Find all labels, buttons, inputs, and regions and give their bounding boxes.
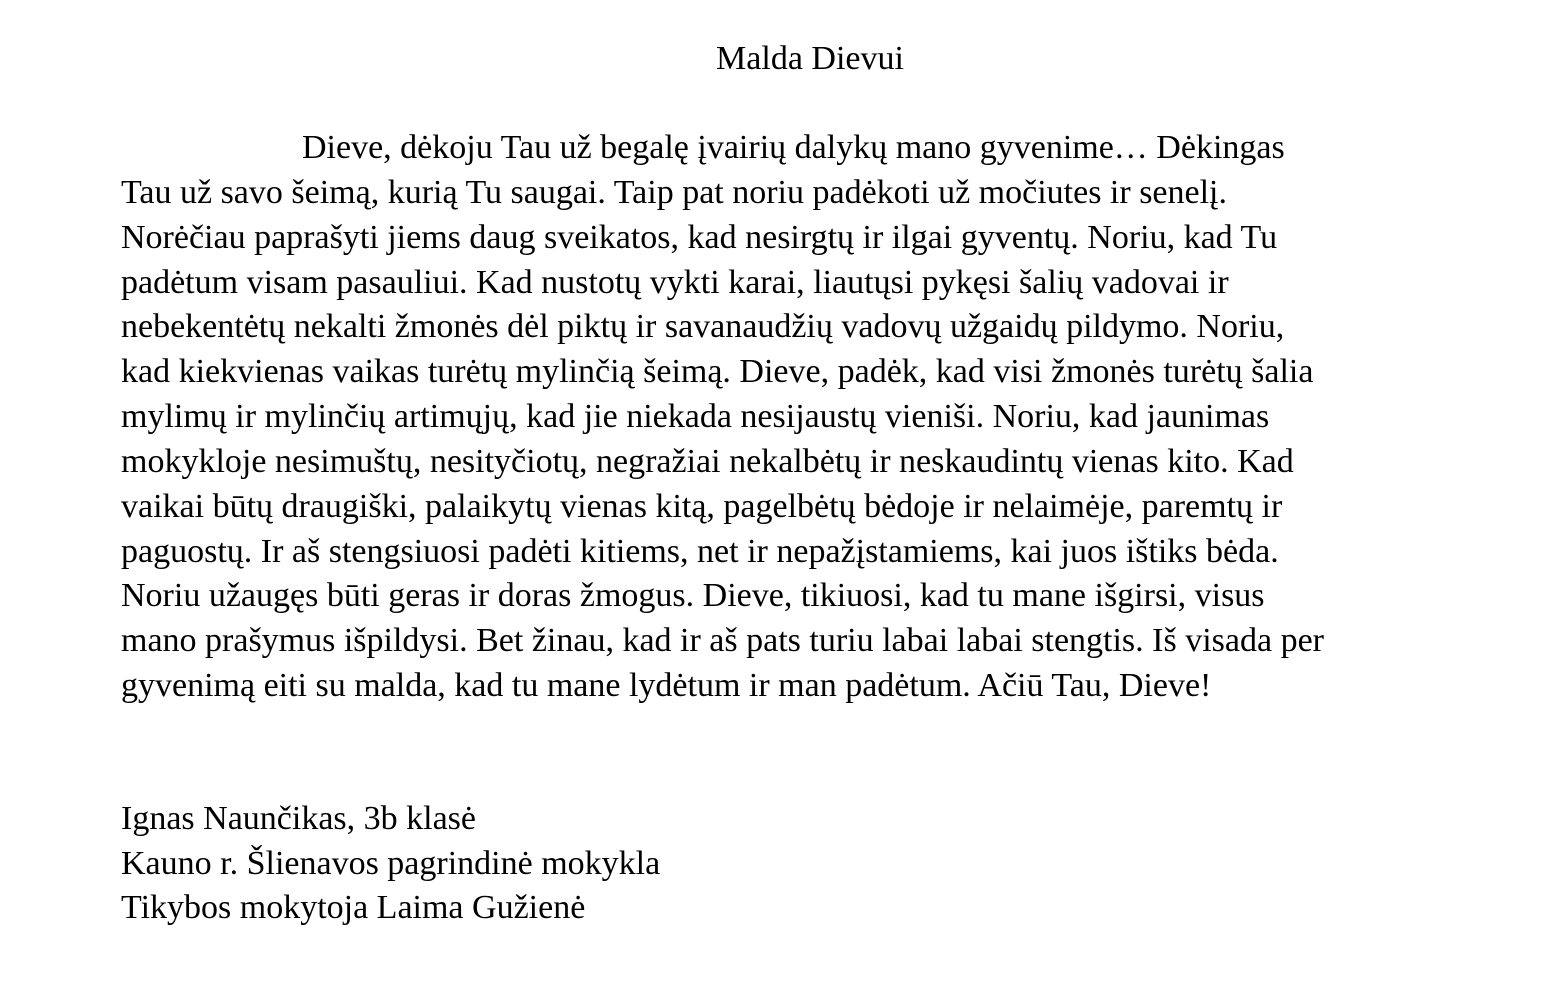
- body-line: nebekentėtų nekalti žmonės dėl piktų ir savanaudžių vadovų užgaidų pildymo. Noriu,: [121, 308, 1285, 346]
- body-line: Dieve, dėkoju Tau už begalę įvairių dalykų mano gyvenime… Dėkingas: [302, 129, 1285, 166]
- body-line: paguostų. Ir aš stengsiuosi padėti kitiems, net ir nepažįstamiems, kai juos ištiks bėda.: [121, 532, 1279, 570]
- body-line: mylimų ir mylinčių artimųjų, kad jie niekada nesijaustų vieniši. Noriu, kad jaunimas: [121, 398, 1270, 436]
- teacher-line: Tikybos mokytoja Laima Gužienė: [121, 889, 586, 926]
- document-title: Malda Dievui: [716, 40, 904, 77]
- school-line: Kauno r. Šlienavos pagrindinė mokykla: [121, 844, 661, 882]
- author-line: Ignas Naunčikas, 3b klasė: [121, 800, 477, 837]
- prayer-body: [121, 126, 1521, 709]
- body-line: kad kiekvienas vaikas turėtų mylinčią šeimą. Dieve, padėk, kad visi žmonės turėtų šalia: [121, 353, 1314, 391]
- signature-block: [121, 797, 660, 931]
- body-line: Norėčiau paprašyti jiems daug sveikatos, kad nesirgtų ir ilgai gyventų. Noriu, kad Tu: [121, 218, 1278, 256]
- body-line: gyvenimą eiti su malda, kad tu mane lydėtum ir man padėtum. Ačiū Tau, Dieve!: [121, 667, 1212, 705]
- body-line: mano prašymus išpildysi. Bet žinau, kad ir aš pats turiu labai labai stengtis. Iš visada per: [121, 622, 1324, 660]
- body-line: vaikai būtų draugiški, palaikytų vienas kitą, pagelbėtų bėdoje ir nelaimėje, paremtų ir: [121, 487, 1283, 525]
- body-line: Tau už savo šeimą, kurią Tu saugai. Taip pat noriu padėkoti už močiutes ir senelį.: [121, 173, 1227, 211]
- body-line: padėtum visam pasauliui. Kad nustotų vykti karai, liautųsi pykęsi šalių vadovai ir: [121, 263, 1229, 301]
- body-line: Noriu užaugęs būti geras ir doras žmogus. Dieve, tikiuosi, kad tu mane išgirsi, visus: [121, 577, 1265, 615]
- body-line: mokykloje nesimuštų, nesityčiotų, negražiai nekalbėtų ir neskaudintų vienas kito. Kad: [121, 442, 1294, 480]
